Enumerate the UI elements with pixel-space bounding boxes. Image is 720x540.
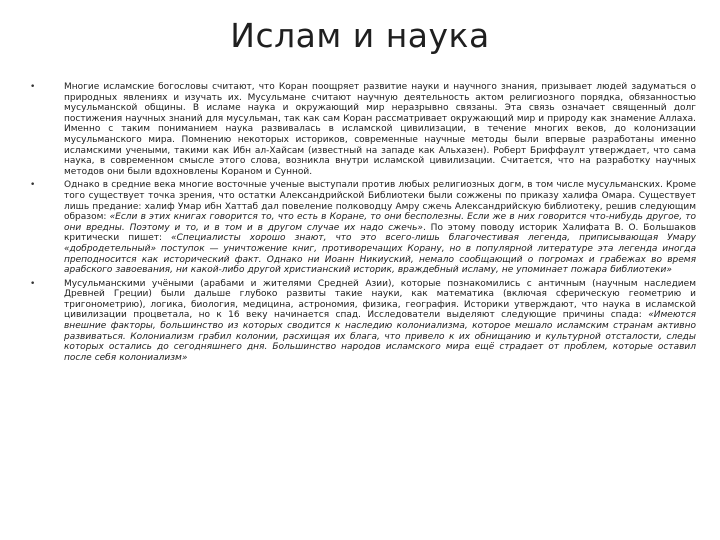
bullet-item-decline-causes [30, 279, 696, 364]
bullet-item-science-in-quran [30, 82, 696, 177]
quote-colonialism: «Имеются внешние факторы, большинство из которых сводится к наследию колониализма, которое мешало исламским странам активно развиваться. Колониализм грабил колонии, расхищая их блага, что привело к их обнищанию и культурной отсталости, следы которых остались до сегодняшнего дня. Большинство народов исламского мира ещё страдает от проблем, которые оставил после себя колониализм» [64, 310, 696, 363]
quote-umar: «Если в этих книгах говорится то, что есть в Коране, то они бесполезны. Если же в них говорится что-нибудь другое, то они вредны. Поэтому и то, и в том и в другом случае их надо сжечь» [64, 212, 696, 233]
bullet-item-alexandria-library [30, 180, 696, 275]
bullet-text: Мусульманскими учёными (арабами и жителями Средней Азии), которые познакомились с античным (научным наследием Древней Греции) были дальше глубоко развиты такие науки, как математика (включая сферическую геометрию и тригонометрию), логика, биология, медицина, астрономия, физика, география. Историки утверждают, что наука в исламской цивилизации процветала, но к 16 веку начинается спад. Исследователи выделяют следующие причины спада: [64, 278, 696, 321]
slide-title: Ислам и наука [230, 16, 490, 55]
bullet-text: Однако в средние века многие восточные ученые выступали против любых религиозных догм, в том числе мусульманских. Кроме того существует точка зрения, что остатки Александрийской Библиотеки были сожжены по приказу халифа Омара. Существует лишь предание: халиф Умар ибн Хаттаб дал повеление полководцу Амру сжечь Александрийскую библиотеку, решив следующим образом: [64, 180, 696, 223]
bullet-list [30, 82, 696, 366]
quote-bolshakov: «Специалисты хорошо знают, что это всего-лишь благочестивая легенда, приписывающая Умару «добродетельный» поступок — уничтожение книг, противоречащих Корану, но в популярной литературе эта легенда иногда преподносится как исторический факт. Однако ни Иоанн Никиуский, немало сообщающий о погромах и грабежах во время арабского завоевания, ни какой-либо другой христианский историк, враждебный исламу, не упоминает пожара библиотеки» [64, 233, 696, 276]
bullet-text: Многие исламские богословы считают, что Коран поощряет развитие науки и научного знания, призывает людей задуматься о природных явлениях и изучать их. Мусульмане считают научную деятельность актом религиозного порядка, обязанностью мусульманской общины. В исламе наука и окружающий мир неразрывно связаны. Эта связь означает священный долг постижения научных знаний для мусульман, так как сам Коран рассматривает окружающий мир и природу как знамение Аллаха. Именно с таким пониманием наука развивалась в исламской цивилизации, в течение многих веков, до колонизации мусульманского мира. Помнению некоторых историков, современные научные методы были впервые разработаны именно исламскими учеными, такими как Ибн ал-Хайсам (известный на западе как Альхазен). Роберт Бриффаулт утверждает, что сама наука, в современном смысле этого слова, возникла внутри исламской цивилизации. Считается, что на разработку научных методов они были вдохновлены Кораном и Сунной. [64, 82, 696, 177]
bullet-text: . По этому поводу историк Халифата В. О. Большаков критически пишет: [64, 222, 696, 244]
